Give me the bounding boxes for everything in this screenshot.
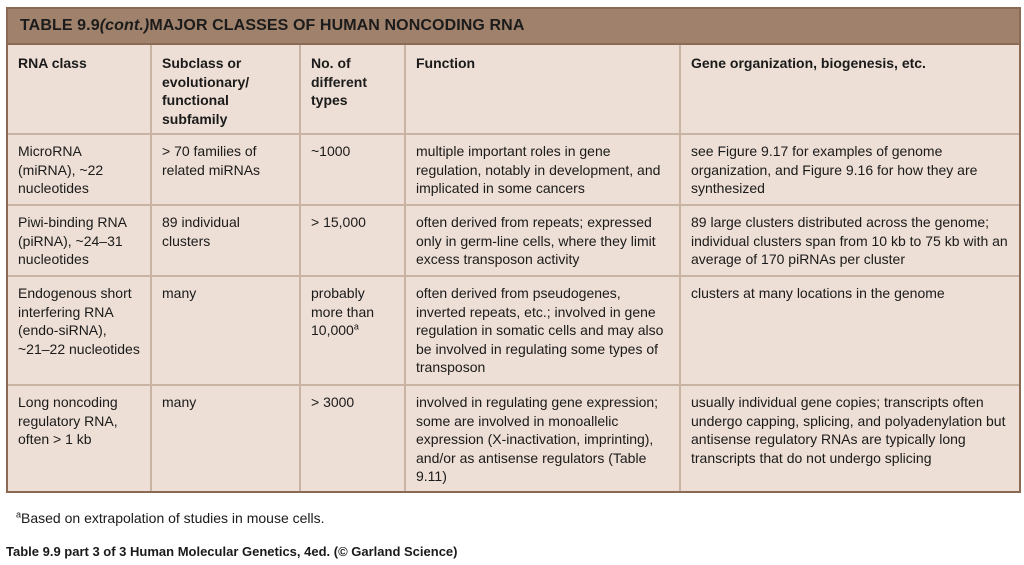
table-title bbox=[8, 9, 1019, 45]
ncrna-table bbox=[6, 7, 1021, 493]
cell-types bbox=[300, 134, 405, 205]
cell-subclass: > 70 families of related miRNAs bbox=[151, 134, 300, 205]
table-footnote bbox=[16, 510, 325, 526]
cell-function: often derived from repeats; expressed only in germ-line cells, where they limit excess transposon activity bbox=[405, 205, 680, 276]
header-types: No. of different types bbox=[300, 45, 405, 134]
table-title-cont: (cont.) bbox=[99, 17, 150, 34]
footnote-text: Based on extrapolation of studies in mouse cells. bbox=[21, 510, 325, 526]
footnote-marker-label: a bbox=[16, 509, 22, 520]
cell-subclass: 89 individual clusters bbox=[151, 205, 300, 276]
cell-types bbox=[300, 205, 405, 276]
table-row bbox=[8, 205, 1019, 276]
cell-rna-class: Piwi-binding RNA (piRNA), ~24–31 nucleotides bbox=[8, 205, 151, 276]
cell-types-text: > 3000 bbox=[311, 394, 355, 410]
cell-gene-organization: see Figure 9.17 for examples of genome organization, and Figure 9.16 for how they are synthesized bbox=[680, 134, 1019, 205]
cell-types-text: probably more than 10,000 bbox=[311, 285, 375, 338]
cell-subclass: many bbox=[151, 276, 300, 385]
header-row bbox=[8, 45, 1019, 134]
cell-types bbox=[300, 276, 405, 385]
table-title-rest: MAJOR CLASSES OF HUMAN NONCODING RNA bbox=[149, 17, 525, 34]
cell-rna-class: Endogenous short interfering RNA (endo-siRNA), ~21–22 nucleotides bbox=[8, 276, 151, 385]
table-row bbox=[8, 276, 1019, 385]
cell-function: multiple important roles in gene regulation, notably in development, and implicated in some cancers bbox=[405, 134, 680, 205]
cell-function: involved in regulating gene expression; some are involved in monoallelic expression (X-inactivation, imprinting), and/or as antisense regulators (Table 9.11) bbox=[405, 385, 680, 491]
cell-types bbox=[300, 385, 405, 491]
data-table bbox=[8, 45, 1019, 491]
cell-gene-organization: usually individual gene copies; transcripts often undergo capping, splicing, and polyadenylation but antisense regulatory RNAs are typically long transcripts that do not undergo splicing bbox=[680, 385, 1019, 491]
cell-subclass: many bbox=[151, 385, 300, 491]
cell-types-text: > 15,000 bbox=[311, 214, 366, 230]
header-subclass: Subclass or evolutionary/ functional subfamily bbox=[151, 45, 300, 134]
table-row bbox=[8, 134, 1019, 205]
cell-gene-organization: 89 large clusters distributed across the genome; individual clusters span from 10 kb to 75 kb with an average of 170 piRNAs per cluster bbox=[680, 205, 1019, 276]
table-title-prefix: TABLE 9.9 bbox=[20, 17, 100, 34]
cell-function: often derived from pseudogenes, inverted repeats, etc.; involved in gene regulation in somatic cells and may also be involved in regulating some types of transposon bbox=[405, 276, 680, 385]
header-function: Function bbox=[405, 45, 680, 134]
cell-gene-organization: clusters at many locations in the genome bbox=[680, 276, 1019, 385]
header-rna-class: RNA class bbox=[8, 45, 151, 134]
cell-types-text: ~1000 bbox=[311, 143, 351, 159]
figure-caption: Table 9.9 part 3 of 3 Human Molecular Genetics, 4ed. (© Garland Science) bbox=[6, 544, 458, 559]
footnote-marker: a bbox=[353, 321, 359, 332]
table-row bbox=[8, 385, 1019, 491]
cell-rna-class: Long noncoding regulatory RNA, often > 1 kb bbox=[8, 385, 151, 491]
cell-rna-class: MicroRNA (miRNA), ~22 nucleotides bbox=[8, 134, 151, 205]
header-gene-organization: Gene organization, biogenesis, etc. bbox=[680, 45, 1019, 134]
